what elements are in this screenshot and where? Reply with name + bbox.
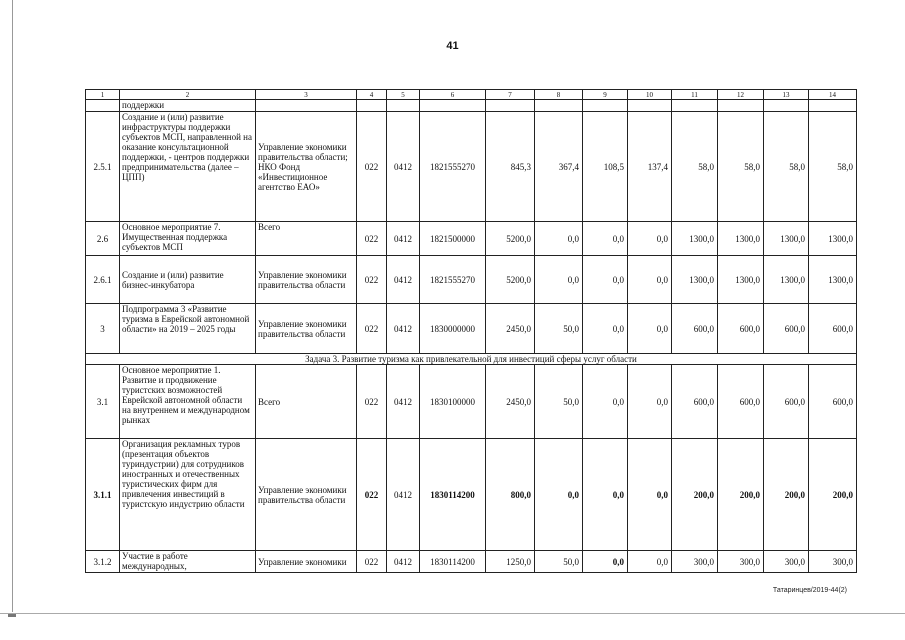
row-number: 3 <box>86 304 120 354</box>
cell: 137,4 <box>628 112 672 222</box>
header-cell: 2 <box>120 90 256 100</box>
cell: 600,0 <box>809 365 857 439</box>
task-title: Задача 3. Развитие туризма как привлекательной для инвестиций сферы услуг области <box>86 354 857 365</box>
row-number: 3.1 <box>86 365 120 439</box>
header-cell: 13 <box>764 90 809 100</box>
cell: 200,0 <box>672 439 718 551</box>
cell: 1300,0 <box>809 222 857 256</box>
cell: 2450,0 <box>486 304 535 354</box>
cell: 022 <box>357 551 387 573</box>
budget-table <box>85 89 857 573</box>
cell: 022 <box>357 222 387 256</box>
cell: 0,0 <box>628 222 672 256</box>
cell: 1830114200 <box>420 439 486 551</box>
cell: 0412 <box>387 256 420 304</box>
executor: Всего <box>256 222 357 256</box>
header-row <box>86 90 857 100</box>
row-number: 2.6.1 <box>86 256 120 304</box>
cell: 1300,0 <box>718 256 764 304</box>
cell: 1250,0 <box>486 551 535 573</box>
cell: 300,0 <box>809 551 857 573</box>
cell: 300,0 <box>718 551 764 573</box>
task-row <box>86 354 857 365</box>
table-row <box>86 112 857 222</box>
cell: 5200,0 <box>486 222 535 256</box>
table-row <box>86 222 857 256</box>
cell: 367,4 <box>535 112 583 222</box>
table-row <box>86 304 857 354</box>
executor: Управление экономики правительства области; НКО Фонд «Инвестиционное агентство ЕАО» <box>256 112 357 222</box>
cell: 800,0 <box>486 439 535 551</box>
activity-name: Подпрограмма 3 «Развитие туризма в Еврейской автономной области» на 2019 – 2025 годы <box>120 304 256 354</box>
executor: Управление экономики <box>256 551 357 573</box>
header-cell: 4 <box>357 90 387 100</box>
page-number: 41 <box>446 40 459 52</box>
cell: 1300,0 <box>672 222 718 256</box>
activity-name: Основное мероприятие 7. Имущественная поддержка субъектов МСП <box>120 222 256 256</box>
table-row <box>86 100 857 112</box>
executor: Управление экономики правительства области <box>256 304 357 354</box>
continuation-cell: поддержки <box>120 100 256 112</box>
cell: 0,0 <box>628 304 672 354</box>
executor: Управление экономики правительства области <box>256 256 357 304</box>
cell: 50,0 <box>535 365 583 439</box>
row-number: 3.1.2 <box>86 551 120 573</box>
cell: 1300,0 <box>718 222 764 256</box>
cell: 0,0 <box>535 439 583 551</box>
cell: 022 <box>357 304 387 354</box>
cell: 0,0 <box>583 365 628 439</box>
header-cell: 1 <box>86 90 120 100</box>
table-row <box>86 365 857 439</box>
cell: 600,0 <box>672 304 718 354</box>
cell: 0412 <box>387 439 420 551</box>
cell: 300,0 <box>672 551 718 573</box>
cell: 600,0 <box>764 304 809 354</box>
header-cell: 8 <box>535 90 583 100</box>
cell: 58,0 <box>672 112 718 222</box>
cell: 58,0 <box>809 112 857 222</box>
cell: 022 <box>357 439 387 551</box>
cell: 845,3 <box>486 112 535 222</box>
cell: 1300,0 <box>764 256 809 304</box>
header-cell: 9 <box>583 90 628 100</box>
header-cell: 7 <box>486 90 535 100</box>
scan-mark <box>8 614 16 617</box>
table-row <box>86 439 857 551</box>
cell: 600,0 <box>809 304 857 354</box>
executor: Управление экономики правительства области <box>256 439 357 551</box>
cell: 600,0 <box>718 365 764 439</box>
activity-name: Создание и (или) развитие инфраструктуры поддержки субъектов МСП, направленной на оказание консультационной поддержки, - центров поддержки предпринимательства (далее – ЦПП) <box>120 112 256 222</box>
page-bottom-edge <box>0 613 905 614</box>
cell: 1300,0 <box>672 256 718 304</box>
cell: 1821555270 <box>420 256 486 304</box>
cell: 5200,0 <box>486 256 535 304</box>
header-cell: 6 <box>420 90 486 100</box>
cell: 1830000000 <box>420 304 486 354</box>
cell: 022 <box>357 365 387 439</box>
cell: 0,0 <box>628 551 672 573</box>
cell: 300,0 <box>764 551 809 573</box>
cell: 0412 <box>387 112 420 222</box>
cell: 1300,0 <box>809 256 857 304</box>
cell: 50,0 <box>535 551 583 573</box>
cell: 0,0 <box>583 256 628 304</box>
cell: 58,0 <box>764 112 809 222</box>
document-footer: Татаринцев/2019-44(2) <box>772 587 847 594</box>
cell: 0412 <box>387 304 420 354</box>
cell: 58,0 <box>718 112 764 222</box>
page-left-edge <box>12 0 13 612</box>
cell: 0,0 <box>535 256 583 304</box>
header-cell: 12 <box>718 90 764 100</box>
cell: 0,0 <box>583 222 628 256</box>
activity-name: Организация рекламных туров (презентация объектов туриндустрии) для сотрудников иностранных и отечественных туристических фирм для привлечения инвестиций в туристскую индустрию области <box>120 439 256 551</box>
cell: 50,0 <box>535 304 583 354</box>
cell: 0,0 <box>628 365 672 439</box>
cell: 0,0 <box>583 551 628 573</box>
activity-name: Основное мероприятие 1. Развитие и продвижение туристских возможностей Еврейской автономной области на внутреннем и международном рынках <box>120 365 256 439</box>
cell: 1830100000 <box>420 365 486 439</box>
header-cell: 14 <box>809 90 857 100</box>
cell: 0412 <box>387 222 420 256</box>
cell: 600,0 <box>718 304 764 354</box>
cell: 1821555270 <box>420 112 486 222</box>
cell: 1300,0 <box>764 222 809 256</box>
cell: 022 <box>357 112 387 222</box>
row-number: 3.1.1 <box>86 439 120 551</box>
table-row <box>86 256 857 304</box>
cell: 0,0 <box>535 222 583 256</box>
cell: 0,0 <box>628 256 672 304</box>
cell: 0,0 <box>628 439 672 551</box>
row-number: 2.6 <box>86 222 120 256</box>
cell: 200,0 <box>809 439 857 551</box>
executor: Всего <box>256 365 357 439</box>
cell: 108,5 <box>583 112 628 222</box>
cell: 200,0 <box>764 439 809 551</box>
row-number: 2.5.1 <box>86 112 120 222</box>
cell: 022 <box>357 256 387 304</box>
cell: 1830114200 <box>420 551 486 573</box>
cell: 600,0 <box>764 365 809 439</box>
cell: 1821500000 <box>420 222 486 256</box>
cell: 0,0 <box>583 304 628 354</box>
cell: 600,0 <box>672 365 718 439</box>
cell: 2450,0 <box>486 365 535 439</box>
activity-name: Создание и (или) развитие бизнес-инкубатора <box>120 256 256 304</box>
header-cell: 3 <box>256 90 357 100</box>
cell: 0412 <box>387 365 420 439</box>
table-row <box>86 551 857 573</box>
activity-name: Участие в работе международных, <box>120 551 256 573</box>
header-cell: 10 <box>628 90 672 100</box>
header-cell: 5 <box>387 90 420 100</box>
cell: 0,0 <box>583 439 628 551</box>
cell: 0412 <box>387 551 420 573</box>
cell: 200,0 <box>718 439 764 551</box>
header-cell: 11 <box>672 90 718 100</box>
